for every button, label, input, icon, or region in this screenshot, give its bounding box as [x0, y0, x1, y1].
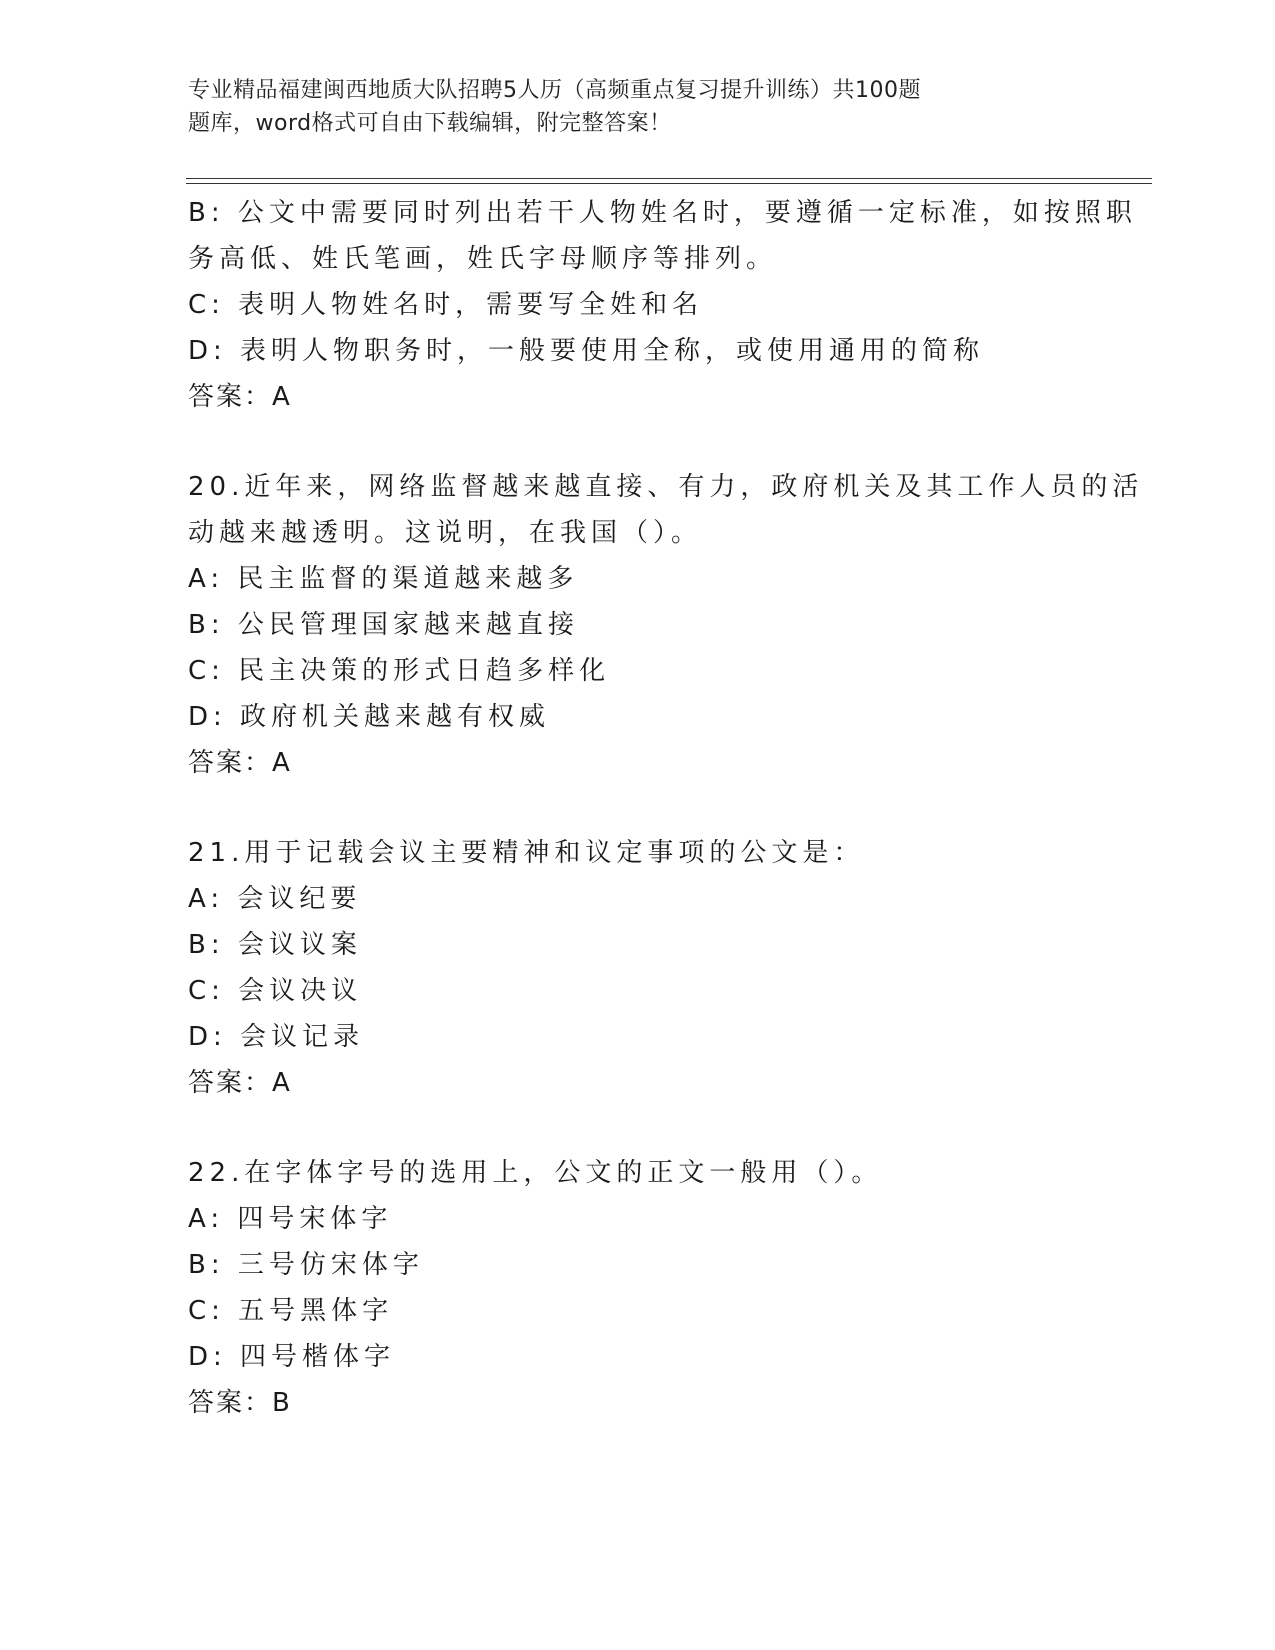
question-20: [188, 464, 1144, 786]
question-content: [188, 190, 1144, 1426]
option-c: C: 民主决策的形式日趋多样化: [188, 656, 611, 686]
spacer: [188, 786, 1088, 830]
question-19-continuation: [188, 190, 1137, 420]
option-b: B: 公民管理国家越来越直接: [188, 610, 579, 640]
question-stem: 22.在字体字号的选用上，公文的正文一般用（）。: [188, 1158, 883, 1188]
question-22: [188, 1150, 1088, 1426]
option-c: C: 五号黑体字: [188, 1296, 394, 1326]
header-line-1: 专业精品福建闽西地质大队招聘5人历（高频重点复习提升训练）共100题: [188, 78, 921, 103]
option-b: B: 会议议案: [188, 930, 362, 960]
header-divider-bottom: [186, 183, 1152, 184]
answer-line: 答案：A: [188, 382, 292, 412]
question-21: [188, 830, 1088, 1106]
option-a: A: 民主监督的渠道越来越多: [188, 564, 579, 594]
header-line-2: 题库，word格式可自由下载编辑，附完整答案！: [188, 111, 672, 136]
option-line: 务高低、姓氏笔画，姓氏字母顺序等排列。: [188, 244, 778, 274]
option-d: D: 会议记录: [188, 1022, 365, 1052]
spacer: [188, 420, 1088, 464]
question-stem: 20.近年来，网络监督越来越直接、有力，政府机关及其工作人员的活: [188, 472, 1144, 502]
question-stem: 动越来越透明。这说明，在我国（）。: [188, 518, 703, 548]
page-header: [188, 74, 1148, 140]
spacer: [188, 1106, 1088, 1150]
option-line: C: 表明人物姓名时，需要写全姓和名: [188, 290, 704, 320]
question-stem: 21.用于记载会议主要精神和议定事项的公文是：: [188, 838, 865, 868]
option-b: B: 三号仿宋体字: [188, 1250, 424, 1280]
option-a: A: 四号宋体字: [188, 1204, 393, 1234]
option-c: C: 会议决议: [188, 976, 363, 1006]
answer-line: 答案：A: [188, 1068, 292, 1098]
option-line: D: 表明人物职务时，一般要使用全称，或使用通用的简称: [188, 336, 985, 366]
option-line: B: 公文中需要同时列出若干人物姓名时，要遵循一定标准，如按照职: [188, 198, 1137, 228]
header-divider-top: [186, 178, 1152, 179]
option-d: D: 四号楷体字: [188, 1342, 396, 1372]
answer-line: 答案：A: [188, 748, 292, 778]
answer-line: 答案：B: [188, 1388, 292, 1418]
option-d: D: 政府机关越来越有权威: [188, 702, 551, 732]
option-a: A: 会议纪要: [188, 884, 362, 914]
